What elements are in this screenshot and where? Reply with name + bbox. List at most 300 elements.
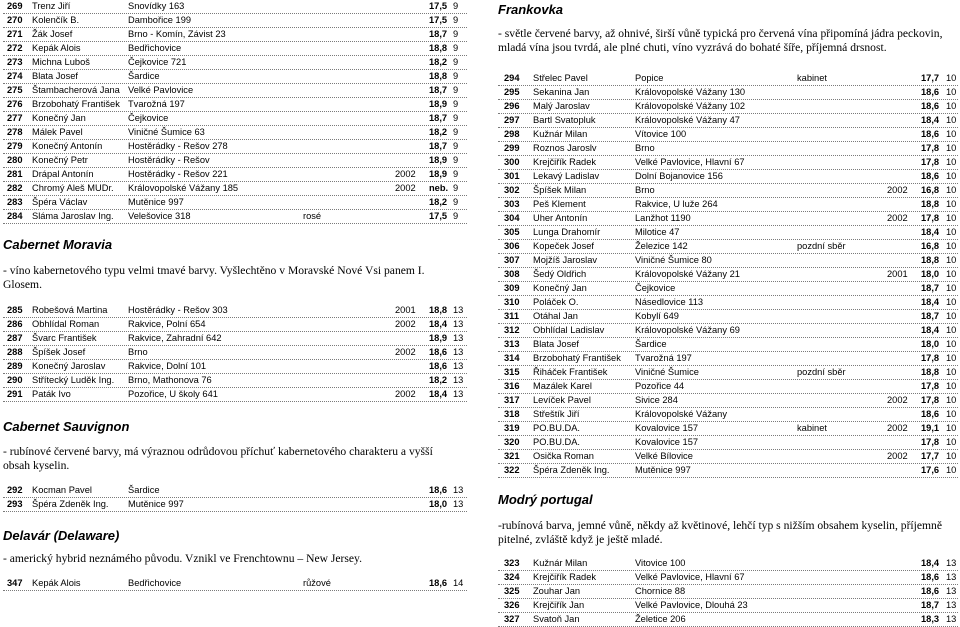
score-value: 17,8 bbox=[921, 395, 940, 405]
vintage-year: 2002 bbox=[395, 169, 416, 179]
entry-number: 275 bbox=[7, 85, 23, 95]
grower-name: Uher Antonín bbox=[533, 213, 588, 223]
table-row bbox=[3, 56, 467, 70]
grower-address: Milotice 47 bbox=[635, 227, 680, 237]
table-row bbox=[498, 240, 958, 254]
entry-number: 282 bbox=[7, 183, 23, 193]
table-row bbox=[498, 394, 958, 408]
entry-number: 321 bbox=[504, 451, 520, 461]
entry-number: 286 bbox=[7, 319, 23, 329]
award-code: 10 bbox=[946, 157, 957, 167]
table-row bbox=[498, 450, 958, 464]
entry-number: 298 bbox=[504, 129, 520, 139]
entry-number: 274 bbox=[7, 71, 23, 81]
award-code: 9 bbox=[453, 127, 459, 137]
score-value: 18,6 bbox=[921, 87, 940, 97]
table-row bbox=[498, 142, 958, 156]
score-value: 18,0 bbox=[921, 339, 940, 349]
table-row bbox=[3, 154, 467, 168]
score-value: 18,6 bbox=[429, 361, 448, 371]
table-row bbox=[3, 168, 467, 182]
entry-number: 289 bbox=[7, 361, 23, 371]
grower-name: Lunga Drahomír bbox=[533, 227, 601, 237]
entry-number: 284 bbox=[7, 211, 23, 221]
award-code: 9 bbox=[453, 169, 459, 179]
score-value: 18,2 bbox=[429, 375, 448, 385]
score-value: 18,7 bbox=[429, 141, 448, 151]
grower-name: Kužnár Milan bbox=[533, 558, 588, 568]
table-row bbox=[3, 498, 467, 512]
score-value: 18,8 bbox=[921, 255, 940, 265]
grower-name: Mazálek Karel bbox=[533, 381, 592, 391]
grower-address: Šardice bbox=[635, 339, 667, 349]
grower-address: Královopolské Vážany 69 bbox=[635, 325, 740, 335]
grower-name: Konečný Jan bbox=[32, 113, 86, 123]
grower-address: Královopolské Vážany 102 bbox=[635, 101, 746, 111]
grower-name: Špíšek Josef bbox=[32, 347, 86, 357]
vintage-year: 2002 bbox=[395, 347, 416, 357]
award-code: 9 bbox=[453, 99, 459, 109]
grower-address: Velké Pavlovice, Hlavní 67 bbox=[635, 157, 745, 167]
grower-address: Vítovice 100 bbox=[635, 129, 687, 139]
entry-number: 301 bbox=[504, 171, 520, 181]
vintage-year: 2002 bbox=[395, 389, 416, 399]
award-code: 13 bbox=[453, 333, 464, 343]
table-row bbox=[3, 28, 467, 42]
table-row bbox=[3, 98, 467, 112]
score-value: 18,2 bbox=[429, 197, 448, 207]
score-value: 18,7 bbox=[921, 311, 940, 321]
grower-address: Královopolské Vážany 21 bbox=[635, 269, 740, 279]
grower-name: Blata Josef bbox=[32, 71, 78, 81]
award-code: 10 bbox=[946, 171, 957, 181]
score-value: 17,8 bbox=[921, 437, 940, 447]
grower-name: Obhlídal Ladislav bbox=[533, 325, 605, 335]
grower-address: Čejkovice bbox=[128, 113, 169, 123]
grower-address: Pozořice 44 bbox=[635, 381, 685, 391]
wine-type: růžové bbox=[303, 578, 331, 588]
score-value: 18,3 bbox=[921, 614, 940, 624]
grower-address: Hostěrádky - Rešov 278 bbox=[128, 141, 228, 151]
score-value: 18,4 bbox=[921, 227, 940, 237]
entry-number: 305 bbox=[504, 227, 520, 237]
grower-name: Střelec Pavel bbox=[533, 73, 588, 83]
grower-address: Lanžhot 1190 bbox=[635, 213, 691, 223]
award-code: 10 bbox=[946, 465, 957, 475]
vintage-year: 2002 bbox=[395, 183, 416, 193]
award-code: 10 bbox=[946, 255, 957, 265]
grower-name: Kepák Alois bbox=[32, 43, 81, 53]
table-row bbox=[3, 70, 467, 84]
score-value: 17,6 bbox=[921, 465, 940, 475]
grower-name: Štambacherová Jana bbox=[32, 85, 120, 95]
award-code: 13 bbox=[946, 614, 957, 624]
entry-number: 293 bbox=[7, 499, 23, 509]
grower-address: Brno, Mathonova 76 bbox=[128, 375, 212, 385]
entry-number: 309 bbox=[504, 283, 520, 293]
table-row bbox=[498, 310, 958, 324]
entry-number: 287 bbox=[7, 333, 23, 343]
table-row bbox=[3, 0, 467, 14]
entry-number: 272 bbox=[7, 43, 23, 53]
vintage-year: 2001 bbox=[887, 269, 908, 279]
grower-address: Dambořice 199 bbox=[128, 15, 192, 25]
entry-number: 292 bbox=[7, 485, 23, 495]
entry-number: 310 bbox=[504, 297, 520, 307]
wine-type: kabinet bbox=[797, 423, 827, 433]
section-heading: Delavár (Delaware) bbox=[3, 528, 120, 543]
grower-address: Královopolské Vážany 185 bbox=[128, 183, 239, 193]
score-value: 18,8 bbox=[429, 305, 448, 315]
vintage-year: 2002 bbox=[887, 185, 908, 195]
section-description: - světle červené barvy, až ohnivé, širší vůně typická pro červená vína připomíná jádra peckovin, mladá vína jsou tvrdá, ale plné chuti, víno vyzrává do bohaté šíře, příjemná drsnost. bbox=[498, 27, 943, 54]
table-row bbox=[498, 338, 958, 352]
grower-address: Snovídky 163 bbox=[128, 1, 185, 11]
entry-number: 325 bbox=[504, 586, 520, 596]
table-row bbox=[3, 577, 467, 591]
table-row bbox=[498, 72, 958, 86]
vintage-year: 2002 bbox=[887, 213, 908, 223]
grower-name: Poláček O. bbox=[533, 297, 579, 307]
award-code: 13 bbox=[453, 485, 464, 495]
results-table bbox=[3, 484, 467, 512]
grower-name: Paták Ivo bbox=[32, 389, 71, 399]
entry-number: 296 bbox=[504, 101, 520, 111]
grower-address: Šardice bbox=[128, 485, 160, 495]
grower-name: Kocman Pavel bbox=[32, 485, 92, 495]
grower-name: Michna Luboš bbox=[32, 57, 90, 67]
award-code: 13 bbox=[453, 389, 464, 399]
award-code: 13 bbox=[453, 319, 464, 329]
entry-number: 290 bbox=[7, 375, 23, 385]
grower-name: Krejčiřík Jan bbox=[533, 600, 585, 610]
grower-address: Hostěrádky - Rešov bbox=[128, 155, 210, 165]
score-value: 18,7 bbox=[921, 283, 940, 293]
vintage-year: 2002 bbox=[887, 423, 908, 433]
table-row bbox=[498, 571, 958, 585]
entry-number: 316 bbox=[504, 381, 520, 391]
table-row bbox=[3, 84, 467, 98]
grower-address: Velké Pavlovice, Hlavní 67 bbox=[635, 572, 745, 582]
score-value: 18,4 bbox=[921, 558, 940, 568]
award-code: 10 bbox=[946, 297, 957, 307]
award-code: 10 bbox=[946, 241, 957, 251]
grower-name: Špéra Zdeněk Ing. bbox=[533, 465, 610, 475]
entry-number: 294 bbox=[504, 73, 520, 83]
award-code: 13 bbox=[453, 347, 464, 357]
grower-name: PO.BU.DA. bbox=[533, 437, 581, 447]
award-code: 10 bbox=[946, 283, 957, 293]
award-code: 10 bbox=[946, 87, 957, 97]
award-code: 10 bbox=[946, 325, 957, 335]
score-value: 18,7 bbox=[429, 113, 448, 123]
grower-address: Kovalovice 157 bbox=[635, 437, 699, 447]
vintage-year: 2002 bbox=[395, 319, 416, 329]
award-code: 10 bbox=[946, 339, 957, 349]
award-code: 13 bbox=[946, 600, 957, 610]
award-code: 10 bbox=[946, 129, 957, 139]
section-heading: Frankovka bbox=[498, 2, 564, 17]
grower-name: Žák Josef bbox=[32, 29, 73, 39]
grower-address: Sivice 284 bbox=[635, 395, 678, 405]
table-row bbox=[498, 282, 958, 296]
score-value: 18,6 bbox=[921, 129, 940, 139]
entry-number: 278 bbox=[7, 127, 23, 137]
table-row bbox=[498, 436, 958, 450]
grower-name: Šedý Oldřich bbox=[533, 269, 587, 279]
grower-name: Konečný Jaroslav bbox=[32, 361, 106, 371]
award-code: 10 bbox=[946, 101, 957, 111]
grower-name: Konečný Jan bbox=[533, 283, 587, 293]
award-code: 13 bbox=[453, 361, 464, 371]
table-row bbox=[498, 599, 958, 613]
section-heading: Cabernet Sauvignon bbox=[3, 419, 130, 434]
score-value: 18,6 bbox=[921, 409, 940, 419]
results-table bbox=[3, 577, 467, 591]
score-value: 18,9 bbox=[429, 155, 448, 165]
score-value: 19,1 bbox=[921, 423, 940, 433]
award-code: 10 bbox=[946, 143, 957, 153]
score-value: 18,9 bbox=[429, 99, 448, 109]
entry-number: 270 bbox=[7, 15, 23, 25]
entry-number: 303 bbox=[504, 199, 520, 209]
entry-number: 295 bbox=[504, 87, 520, 97]
grower-address: Velké Pavlovice, Dlouhá 23 bbox=[635, 600, 748, 610]
grower-address: Mutěnice 997 bbox=[128, 197, 184, 207]
award-code: 10 bbox=[946, 199, 957, 209]
award-code: 9 bbox=[453, 113, 459, 123]
table-row bbox=[498, 114, 958, 128]
results-table bbox=[498, 72, 958, 478]
entry-number: 302 bbox=[504, 185, 520, 195]
entry-number: 288 bbox=[7, 347, 23, 357]
table-row bbox=[3, 112, 467, 126]
table-row bbox=[3, 14, 467, 28]
grower-name: Konečný Antonín bbox=[32, 141, 103, 151]
table-row bbox=[498, 557, 958, 571]
grower-name: Brzobohatý František bbox=[32, 99, 120, 109]
grower-address: Rakvice, Dolní 101 bbox=[128, 361, 207, 371]
entry-number: 273 bbox=[7, 57, 23, 67]
score-value: 18,4 bbox=[921, 325, 940, 335]
award-code: 10 bbox=[946, 185, 957, 195]
score-value: 18,4 bbox=[429, 319, 448, 329]
grower-address: Viničné Šumice bbox=[635, 367, 699, 377]
section-description: -rubínová barva, jemné vůně, někdy až květinové, lehčí typ s nižším obsahem kyselin, příjemně pitelné, zvláště když je ještě mladé. bbox=[498, 519, 942, 546]
grower-address: Brno bbox=[635, 143, 655, 153]
score-value: 18,4 bbox=[429, 389, 448, 399]
table-row bbox=[498, 100, 958, 114]
table-row bbox=[498, 156, 958, 170]
table-row bbox=[498, 352, 958, 366]
score-value: 18,8 bbox=[921, 199, 940, 209]
score-value: 17,8 bbox=[921, 353, 940, 363]
award-code: 10 bbox=[946, 395, 957, 405]
grower-address: Chornice 88 bbox=[635, 586, 686, 596]
grower-address: Královopolské Vážany bbox=[635, 409, 727, 419]
entry-number: 279 bbox=[7, 141, 23, 151]
grower-name: PO.BU.DA. bbox=[533, 423, 581, 433]
entry-number: 300 bbox=[504, 157, 520, 167]
wine-type: rosé bbox=[303, 211, 322, 221]
grower-name: Zouhar Jan bbox=[533, 586, 581, 596]
grower-address: Bedřichovice bbox=[128, 43, 182, 53]
table-row bbox=[3, 484, 467, 498]
grower-address: Dolní Bojanovice 156 bbox=[635, 171, 723, 181]
table-row bbox=[498, 324, 958, 338]
table-row bbox=[498, 366, 958, 380]
award-code: 9 bbox=[453, 197, 459, 207]
award-code: 10 bbox=[946, 311, 957, 321]
grower-name: Trenz Jiří bbox=[32, 1, 71, 11]
grower-address: Želetice 206 bbox=[635, 614, 686, 624]
grower-address: Brno bbox=[635, 185, 655, 195]
grower-address: Pozořice, U školy 641 bbox=[128, 389, 218, 399]
grower-name: Obhlídal Roman bbox=[32, 319, 100, 329]
entry-number: 314 bbox=[504, 353, 520, 363]
award-code: 9 bbox=[453, 29, 459, 39]
table-row bbox=[498, 86, 958, 100]
entry-number: 324 bbox=[504, 572, 520, 582]
grower-address: Šardice bbox=[128, 71, 160, 81]
score-value: 17,8 bbox=[921, 213, 940, 223]
grower-name: Kopeček Josef bbox=[533, 241, 594, 251]
grower-name: Drápal Antonín bbox=[32, 169, 94, 179]
award-code: 13 bbox=[946, 558, 957, 568]
entry-number: 326 bbox=[504, 600, 520, 610]
award-code: 10 bbox=[946, 423, 957, 433]
entry-number: 283 bbox=[7, 197, 23, 207]
grower-name: Střítecký Luděk Ing. bbox=[32, 375, 115, 385]
grower-address: Čejkovice 721 bbox=[128, 57, 187, 67]
entry-number: 306 bbox=[504, 241, 520, 251]
results-table bbox=[3, 304, 467, 402]
entry-number: 304 bbox=[504, 213, 520, 223]
entry-number: 297 bbox=[504, 115, 520, 125]
score-value: 17,7 bbox=[921, 73, 940, 83]
award-code: 13 bbox=[946, 586, 957, 596]
entry-number: 276 bbox=[7, 99, 23, 109]
score-value: 18,0 bbox=[429, 499, 448, 509]
score-value: 18,8 bbox=[429, 43, 448, 53]
entry-number: 322 bbox=[504, 465, 520, 475]
entry-number: 317 bbox=[504, 395, 520, 405]
award-code: 10 bbox=[946, 227, 957, 237]
grower-name: Švarc František bbox=[32, 333, 97, 343]
entry-number: 307 bbox=[504, 255, 520, 265]
grower-address: Hostěrádky - Rešov 303 bbox=[128, 305, 228, 315]
grower-name: Malý Jaroslav bbox=[533, 101, 590, 111]
score-value: neb. bbox=[429, 183, 449, 193]
entry-number: 269 bbox=[7, 1, 23, 11]
award-code: 10 bbox=[946, 353, 957, 363]
grower-name: Kužnár Milan bbox=[533, 129, 588, 139]
award-code: 9 bbox=[453, 15, 459, 25]
award-code: 10 bbox=[946, 451, 957, 461]
grower-name: Mojžíš Jaroslav bbox=[533, 255, 598, 265]
award-code: 13 bbox=[453, 305, 464, 315]
grower-address: Kovalovice 157 bbox=[635, 423, 699, 433]
award-code: 10 bbox=[946, 381, 957, 391]
grower-address: Velešovice 318 bbox=[128, 211, 191, 221]
table-row bbox=[3, 360, 467, 374]
score-value: 18,6 bbox=[921, 586, 940, 596]
table-row bbox=[498, 380, 958, 394]
section-heading: Modrý portugal bbox=[498, 492, 593, 507]
entry-number: 291 bbox=[7, 389, 23, 399]
entry-number: 311 bbox=[504, 311, 519, 321]
score-value: 18,2 bbox=[429, 57, 448, 67]
grower-name: Brzobohatý František bbox=[533, 353, 621, 363]
table-row bbox=[498, 268, 958, 282]
entry-number: 313 bbox=[504, 339, 520, 349]
table-row bbox=[498, 254, 958, 268]
table-row bbox=[498, 422, 958, 436]
award-code: 10 bbox=[946, 269, 957, 279]
section-description: - rubínové červené barvy, má výraznou odrůdovou příchuť kabernetového charakteru a vyšší obsah kyselin. bbox=[3, 445, 433, 472]
grower-address: Násedlovice 113 bbox=[635, 297, 704, 307]
score-value: 18,2 bbox=[429, 127, 448, 137]
table-row bbox=[3, 210, 467, 224]
score-value: 18,8 bbox=[921, 367, 940, 377]
score-value: 18,7 bbox=[429, 29, 448, 39]
entry-number: 299 bbox=[504, 143, 520, 153]
wine-type: kabinet bbox=[797, 73, 827, 83]
score-value: 18,4 bbox=[921, 297, 940, 307]
award-code: 9 bbox=[453, 43, 459, 53]
grower-name: Kolenčík B. bbox=[32, 15, 80, 25]
score-value: 18,6 bbox=[921, 572, 940, 582]
grower-address: Tvarožná 197 bbox=[128, 99, 185, 109]
table-row bbox=[498, 464, 958, 478]
grower-name: Střeštík Jiří bbox=[533, 409, 580, 419]
table-row bbox=[498, 408, 958, 422]
award-code: 9 bbox=[453, 71, 459, 81]
grower-name: Krejčiřík Radek bbox=[533, 572, 597, 582]
grower-name: Konečný Petr bbox=[32, 155, 88, 165]
grower-address: Velké Pavlovice bbox=[128, 85, 194, 95]
vintage-year: 2001 bbox=[395, 305, 416, 315]
score-value: 18,6 bbox=[429, 347, 448, 357]
table-row bbox=[498, 296, 958, 310]
award-code: 10 bbox=[946, 409, 957, 419]
score-value: 18,6 bbox=[921, 101, 940, 111]
grower-name: Osička Roman bbox=[533, 451, 594, 461]
grower-address: Královopolské Vážany 130 bbox=[635, 87, 746, 97]
grower-address: Železice 142 bbox=[635, 241, 688, 251]
score-value: 18,7 bbox=[921, 600, 940, 610]
section-description: - víno kabernetového typu velmi tmavé barvy. Vyšlechtěno v Moravské Nové Vsi panem I. Glosem. bbox=[3, 264, 425, 291]
award-code: 9 bbox=[453, 155, 459, 165]
entry-number: 308 bbox=[504, 269, 520, 279]
grower-name: Kepák Alois bbox=[32, 578, 81, 588]
award-code: 9 bbox=[453, 211, 459, 221]
grower-name: Sláma Jaroslav Ing. bbox=[32, 211, 114, 221]
grower-address: Vitovice 100 bbox=[635, 558, 686, 568]
results-table bbox=[498, 557, 958, 627]
table-row bbox=[3, 388, 467, 402]
grower-address: Rakvice, Zahradní 642 bbox=[128, 333, 222, 343]
grower-address: Brno - Komín, Závist 23 bbox=[128, 29, 226, 39]
table-row bbox=[498, 184, 958, 198]
grower-address: Bedřichovice bbox=[128, 578, 182, 588]
score-value: 17,5 bbox=[429, 15, 448, 25]
score-value: 18,9 bbox=[429, 333, 448, 343]
grower-name: Krejčiřík Radek bbox=[533, 157, 597, 167]
table-row bbox=[3, 346, 467, 360]
table-row bbox=[3, 140, 467, 154]
entry-number: 327 bbox=[504, 614, 520, 624]
